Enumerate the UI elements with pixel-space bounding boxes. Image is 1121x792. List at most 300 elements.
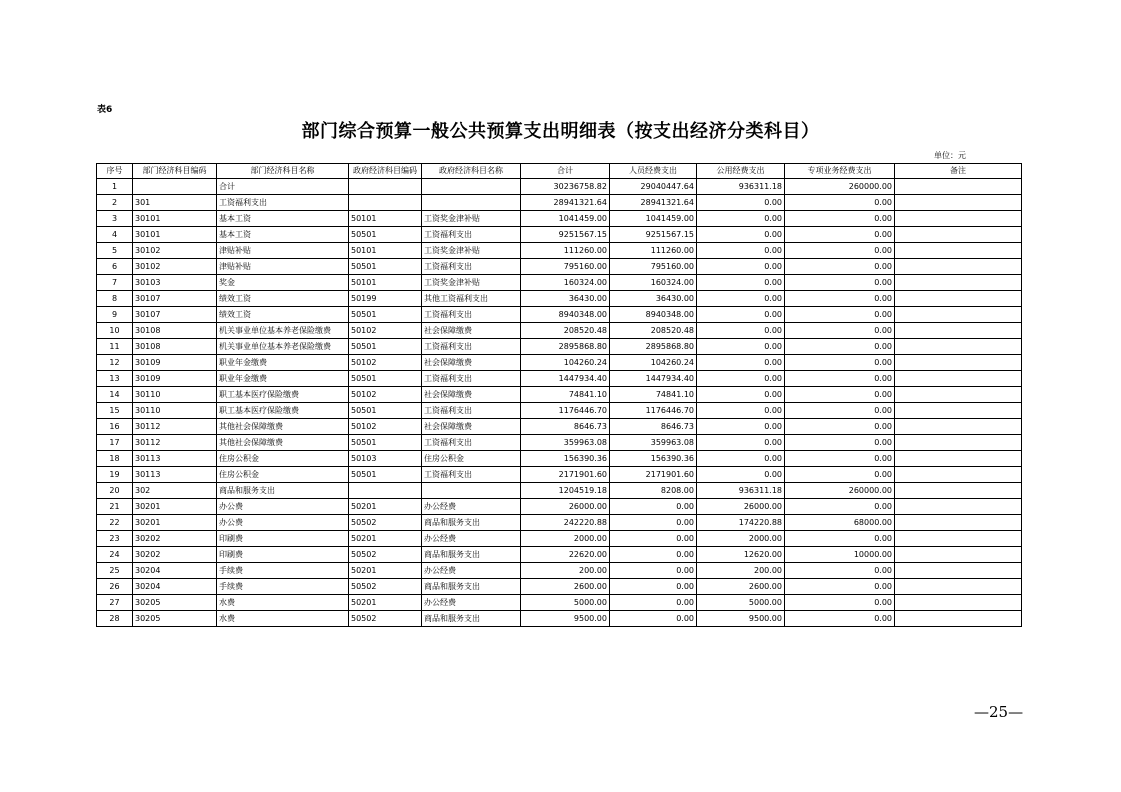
cell-gov-name: 其他工资福利支出 — [422, 291, 521, 307]
cell-dept-name: 基本工资 — [217, 227, 349, 243]
cell-gov-name: 办公经费 — [422, 563, 521, 579]
cell-total: 36430.00 — [521, 291, 610, 307]
cell-remark — [895, 275, 1022, 291]
cell-special: 10000.00 — [785, 547, 895, 563]
cell-dept-name: 津贴补贴 — [217, 259, 349, 275]
cell-dept-code: 30108 — [133, 323, 217, 339]
cell-dept-code: 30205 — [133, 595, 217, 611]
cell-dept-code: 302 — [133, 483, 217, 499]
table-row — [97, 483, 1022, 499]
cell-dept-name: 职工基本医疗保险缴费 — [217, 387, 349, 403]
table-row — [97, 531, 1022, 547]
cell-dept-name: 机关事业单位基本养老保险缴费 — [217, 339, 349, 355]
cell-remark — [895, 291, 1022, 307]
cell-gov-name: 办公经费 — [422, 531, 521, 547]
cell-dept-name: 办公费 — [217, 499, 349, 515]
cell-personnel: 359963.08 — [610, 435, 697, 451]
cell-dept-code — [133, 179, 217, 195]
cell-gov-code: 50102 — [349, 419, 422, 435]
cell-dept-name: 手续费 — [217, 563, 349, 579]
cell-public: 174220.88 — [697, 515, 785, 531]
cell-gov-name: 社会保障缴费 — [422, 323, 521, 339]
cell-total: 1041459.00 — [521, 211, 610, 227]
cell-seq: 4 — [97, 227, 133, 243]
cell-remark — [895, 243, 1022, 259]
cell-public: 0.00 — [697, 467, 785, 483]
table-row — [97, 419, 1022, 435]
cell-gov-code: 50102 — [349, 355, 422, 371]
table-row — [97, 275, 1022, 291]
cell-total: 242220.88 — [521, 515, 610, 531]
cell-gov-name: 商品和服务支出 — [422, 611, 521, 627]
cell-total: 2600.00 — [521, 579, 610, 595]
cell-dept-name: 合计 — [217, 179, 349, 195]
cell-seq: 23 — [97, 531, 133, 547]
cell-special: 0.00 — [785, 563, 895, 579]
cell-remark — [895, 355, 1022, 371]
cell-gov-name — [422, 179, 521, 195]
cell-seq: 1 — [97, 179, 133, 195]
cell-special: 0.00 — [785, 243, 895, 259]
cell-dept-code: 30110 — [133, 387, 217, 403]
table-row — [97, 291, 1022, 307]
cell-seq: 25 — [97, 563, 133, 579]
cell-total: 795160.00 — [521, 259, 610, 275]
cell-special: 0.00 — [785, 403, 895, 419]
cell-special: 260000.00 — [785, 179, 895, 195]
cell-special: 0.00 — [785, 211, 895, 227]
cell-gov-code: 50101 — [349, 275, 422, 291]
cell-dept-code: 30102 — [133, 259, 217, 275]
cell-gov-name: 商品和服务支出 — [422, 547, 521, 563]
cell-dept-name: 其他社会保障缴费 — [217, 419, 349, 435]
cell-special: 0.00 — [785, 611, 895, 627]
cell-personnel: 0.00 — [610, 579, 697, 595]
cell-special: 0.00 — [785, 259, 895, 275]
cell-total: 74841.10 — [521, 387, 610, 403]
cell-dept-name: 职工基本医疗保险缴费 — [217, 403, 349, 419]
cell-public: 0.00 — [697, 435, 785, 451]
table-row — [97, 179, 1022, 195]
cell-remark — [895, 531, 1022, 547]
cell-dept-code: 301 — [133, 195, 217, 211]
cell-personnel: 104260.24 — [610, 355, 697, 371]
cell-remark — [895, 451, 1022, 467]
cell-personnel: 28941321.64 — [610, 195, 697, 211]
cell-dept-code: 30101 — [133, 227, 217, 243]
cell-dept-name: 住房公积金 — [217, 451, 349, 467]
cell-dept-name: 津贴补贴 — [217, 243, 349, 259]
cell-public: 0.00 — [697, 227, 785, 243]
cell-seq: 11 — [97, 339, 133, 355]
cell-total: 30236758.82 — [521, 179, 610, 195]
cell-total: 1447934.40 — [521, 371, 610, 387]
cell-public: 0.00 — [697, 387, 785, 403]
cell-gov-name: 商品和服务支出 — [422, 515, 521, 531]
cell-remark — [895, 387, 1022, 403]
cell-seq: 22 — [97, 515, 133, 531]
cell-remark — [895, 595, 1022, 611]
cell-total: 160324.00 — [521, 275, 610, 291]
cell-dept-name: 职业年金缴费 — [217, 371, 349, 387]
cell-gov-code — [349, 179, 422, 195]
cell-personnel: 2171901.60 — [610, 467, 697, 483]
table-row — [97, 355, 1022, 371]
cell-personnel: 795160.00 — [610, 259, 697, 275]
cell-gov-name: 工资福利支出 — [422, 371, 521, 387]
cell-seq: 27 — [97, 595, 133, 611]
cell-special: 0.00 — [785, 467, 895, 483]
cell-gov-name: 社会保障缴费 — [422, 355, 521, 371]
cell-total: 359963.08 — [521, 435, 610, 451]
cell-public: 0.00 — [697, 451, 785, 467]
cell-dept-name: 办公费 — [217, 515, 349, 531]
cell-dept-name: 住房公积金 — [217, 467, 349, 483]
cell-remark — [895, 195, 1022, 211]
cell-dept-name: 水费 — [217, 595, 349, 611]
cell-public: 936311.18 — [697, 179, 785, 195]
cell-special: 0.00 — [785, 355, 895, 371]
cell-public: 26000.00 — [697, 499, 785, 515]
cell-gov-name: 工资福利支出 — [422, 435, 521, 451]
cell-special: 0.00 — [785, 291, 895, 307]
cell-personnel: 0.00 — [610, 531, 697, 547]
cell-personnel: 2895868.80 — [610, 339, 697, 355]
cell-gov-name: 工资奖金津补贴 — [422, 211, 521, 227]
cell-total: 26000.00 — [521, 499, 610, 515]
cell-gov-name — [422, 195, 521, 211]
cell-gov-code: 50502 — [349, 547, 422, 563]
cell-seq: 12 — [97, 355, 133, 371]
cell-seq: 17 — [97, 435, 133, 451]
table-row — [97, 563, 1022, 579]
cell-remark — [895, 323, 1022, 339]
cell-gov-name: 住房公积金 — [422, 451, 521, 467]
cell-personnel: 0.00 — [610, 515, 697, 531]
cell-seq: 19 — [97, 467, 133, 483]
table-number-label: 表6 — [97, 105, 113, 115]
cell-gov-name: 社会保障缴费 — [422, 419, 521, 435]
cell-total: 104260.24 — [521, 355, 610, 371]
table-row — [97, 371, 1022, 387]
cell-personnel: 156390.36 — [610, 451, 697, 467]
cell-personnel: 0.00 — [610, 547, 697, 563]
cell-total: 2171901.60 — [521, 467, 610, 483]
cell-special: 0.00 — [785, 499, 895, 515]
table-row — [97, 387, 1022, 403]
cell-total: 8940348.00 — [521, 307, 610, 323]
table-row — [97, 515, 1022, 531]
cell-seq: 20 — [97, 483, 133, 499]
cell-special: 0.00 — [785, 227, 895, 243]
cell-dept-code: 30202 — [133, 531, 217, 547]
cell-gov-code: 50102 — [349, 323, 422, 339]
cell-dept-code: 30109 — [133, 355, 217, 371]
table-row — [97, 435, 1022, 451]
cell-total: 200.00 — [521, 563, 610, 579]
cell-gov-name: 办公经费 — [422, 499, 521, 515]
cell-dept-code: 30204 — [133, 563, 217, 579]
table-row — [97, 467, 1022, 483]
cell-public: 0.00 — [697, 339, 785, 355]
cell-gov-code: 50501 — [349, 307, 422, 323]
table-row — [97, 611, 1022, 627]
cell-personnel: 8208.00 — [610, 483, 697, 499]
cell-public: 200.00 — [697, 563, 785, 579]
cell-public: 0.00 — [697, 355, 785, 371]
cell-dept-name: 印刷费 — [217, 531, 349, 547]
cell-public: 2000.00 — [697, 531, 785, 547]
cell-seq: 18 — [97, 451, 133, 467]
cell-dept-code: 30103 — [133, 275, 217, 291]
cell-public: 0.00 — [697, 211, 785, 227]
cell-dept-name: 奖金 — [217, 275, 349, 291]
page-title: 部门综合预算一般公共预算支出明细表（按支出经济分类科目） — [301, 121, 820, 142]
cell-gov-code: 50502 — [349, 611, 422, 627]
cell-special: 0.00 — [785, 339, 895, 355]
cell-dept-name: 印刷费 — [217, 547, 349, 563]
cell-personnel: 1041459.00 — [610, 211, 697, 227]
cell-public: 936311.18 — [697, 483, 785, 499]
cell-special: 0.00 — [785, 531, 895, 547]
cell-seq: 14 — [97, 387, 133, 403]
cell-seq: 24 — [97, 547, 133, 563]
cell-special: 0.00 — [785, 435, 895, 451]
cell-gov-name: 工资奖金津补贴 — [422, 275, 521, 291]
cell-remark — [895, 211, 1022, 227]
cell-remark — [895, 563, 1022, 579]
cell-dept-code: 30204 — [133, 579, 217, 595]
cell-gov-code: 50501 — [349, 371, 422, 387]
cell-personnel: 0.00 — [610, 595, 697, 611]
table-row — [97, 259, 1022, 275]
cell-dept-code: 30201 — [133, 499, 217, 515]
cell-dept-code: 30109 — [133, 371, 217, 387]
cell-special: 0.00 — [785, 387, 895, 403]
cell-personnel: 160324.00 — [610, 275, 697, 291]
table-row — [97, 323, 1022, 339]
cell-total: 1204519.18 — [521, 483, 610, 499]
cell-seq: 9 — [97, 307, 133, 323]
table-header-row — [97, 164, 1022, 179]
table-row — [97, 211, 1022, 227]
cell-dept-code: 30102 — [133, 243, 217, 259]
cell-total: 5000.00 — [521, 595, 610, 611]
table-row — [97, 307, 1022, 323]
cell-gov-name — [422, 483, 521, 499]
cell-personnel: 208520.48 — [610, 323, 697, 339]
table-row — [97, 403, 1022, 419]
cell-public: 0.00 — [697, 291, 785, 307]
cell-dept-code: 30202 — [133, 547, 217, 563]
cell-gov-code — [349, 483, 422, 499]
cell-seq: 6 — [97, 259, 133, 275]
column-header-dept-code: 部门经济科目编码 — [133, 164, 217, 179]
cell-personnel: 8646.73 — [610, 419, 697, 435]
cell-seq: 13 — [97, 371, 133, 387]
column-header-dept-name: 部门经济科目名称 — [217, 164, 349, 179]
cell-total: 111260.00 — [521, 243, 610, 259]
cell-gov-code: 50201 — [349, 499, 422, 515]
column-header-public: 公用经费支出 — [697, 164, 785, 179]
cell-gov-name: 工资福利支出 — [422, 259, 521, 275]
cell-gov-code: 50501 — [349, 403, 422, 419]
table-row — [97, 451, 1022, 467]
cell-special: 68000.00 — [785, 515, 895, 531]
cell-seq: 28 — [97, 611, 133, 627]
cell-seq: 26 — [97, 579, 133, 595]
cell-gov-code: 50201 — [349, 531, 422, 547]
cell-gov-code: 50501 — [349, 227, 422, 243]
cell-remark — [895, 259, 1022, 275]
cell-public: 0.00 — [697, 307, 785, 323]
cell-total: 9251567.15 — [521, 227, 610, 243]
table-row — [97, 499, 1022, 515]
cell-personnel: 8940348.00 — [610, 307, 697, 323]
cell-public: 0.00 — [697, 243, 785, 259]
page-number: —25— — [974, 703, 1024, 721]
cell-personnel: 0.00 — [610, 563, 697, 579]
cell-seq: 15 — [97, 403, 133, 419]
cell-special: 260000.00 — [785, 483, 895, 499]
cell-dept-code: 30108 — [133, 339, 217, 355]
cell-gov-code: 50199 — [349, 291, 422, 307]
cell-dept-code: 30205 — [133, 611, 217, 627]
cell-remark — [895, 611, 1022, 627]
cell-dept-code: 30112 — [133, 435, 217, 451]
cell-gov-name: 工资福利支出 — [422, 307, 521, 323]
cell-dept-code: 30110 — [133, 403, 217, 419]
cell-gov-name: 工资福利支出 — [422, 227, 521, 243]
cell-gov-code — [349, 195, 422, 211]
cell-public: 2600.00 — [697, 579, 785, 595]
cell-remark — [895, 579, 1022, 595]
budget-table — [96, 163, 1022, 627]
table-body — [97, 179, 1022, 627]
cell-dept-name: 基本工资 — [217, 211, 349, 227]
cell-dept-name: 绩效工资 — [217, 307, 349, 323]
cell-public: 0.00 — [697, 275, 785, 291]
cell-dept-name: 水费 — [217, 611, 349, 627]
table-row — [97, 243, 1022, 259]
cell-dept-name: 机关事业单位基本养老保险缴费 — [217, 323, 349, 339]
cell-public: 0.00 — [697, 403, 785, 419]
cell-gov-code: 50101 — [349, 211, 422, 227]
cell-gov-code: 50102 — [349, 387, 422, 403]
column-header-seq: 序号 — [97, 164, 133, 179]
cell-remark — [895, 179, 1022, 195]
cell-personnel: 36430.00 — [610, 291, 697, 307]
cell-dept-name: 其他社会保障缴费 — [217, 435, 349, 451]
cell-remark — [895, 515, 1022, 531]
cell-gov-name: 商品和服务支出 — [422, 579, 521, 595]
table-row — [97, 595, 1022, 611]
cell-personnel: 1176446.70 — [610, 403, 697, 419]
cell-gov-code: 50501 — [349, 339, 422, 355]
cell-seq: 3 — [97, 211, 133, 227]
cell-public: 0.00 — [697, 195, 785, 211]
cell-remark — [895, 435, 1022, 451]
cell-dept-code: 30112 — [133, 419, 217, 435]
cell-dept-code: 30107 — [133, 307, 217, 323]
unit-label: 单位：元 — [934, 151, 966, 160]
cell-remark — [895, 371, 1022, 387]
cell-total: 8646.73 — [521, 419, 610, 435]
cell-public: 5000.00 — [697, 595, 785, 611]
column-header-remark: 备注 — [895, 164, 1022, 179]
cell-gov-name: 办公经费 — [422, 595, 521, 611]
column-header-total: 合计 — [521, 164, 610, 179]
cell-public: 0.00 — [697, 419, 785, 435]
cell-public: 9500.00 — [697, 611, 785, 627]
cell-seq: 7 — [97, 275, 133, 291]
cell-remark — [895, 499, 1022, 515]
cell-seq: 10 — [97, 323, 133, 339]
cell-total: 208520.48 — [521, 323, 610, 339]
cell-dept-name: 手续费 — [217, 579, 349, 595]
cell-gov-code: 50501 — [349, 467, 422, 483]
cell-gov-code: 50101 — [349, 243, 422, 259]
cell-special: 0.00 — [785, 323, 895, 339]
column-header-special: 专项业务经费支出 — [785, 164, 895, 179]
cell-remark — [895, 467, 1022, 483]
cell-remark — [895, 307, 1022, 323]
cell-remark — [895, 483, 1022, 499]
cell-dept-code: 30113 — [133, 451, 217, 467]
cell-seq: 21 — [97, 499, 133, 515]
cell-seq: 8 — [97, 291, 133, 307]
cell-remark — [895, 339, 1022, 355]
cell-personnel: 9251567.15 — [610, 227, 697, 243]
table-row — [97, 579, 1022, 595]
cell-personnel: 1447934.40 — [610, 371, 697, 387]
cell-gov-code: 50502 — [349, 515, 422, 531]
cell-gov-code: 50103 — [349, 451, 422, 467]
cell-special: 0.00 — [785, 579, 895, 595]
cell-public: 12620.00 — [697, 547, 785, 563]
cell-public: 0.00 — [697, 371, 785, 387]
cell-dept-name: 职业年金缴费 — [217, 355, 349, 371]
cell-gov-name: 工资福利支出 — [422, 467, 521, 483]
table-row — [97, 547, 1022, 563]
cell-dept-code: 30113 — [133, 467, 217, 483]
cell-seq: 2 — [97, 195, 133, 211]
cell-special: 0.00 — [785, 307, 895, 323]
cell-public: 0.00 — [697, 323, 785, 339]
cell-personnel: 0.00 — [610, 499, 697, 515]
cell-seq: 5 — [97, 243, 133, 259]
cell-total: 2895868.80 — [521, 339, 610, 355]
cell-gov-code: 50201 — [349, 595, 422, 611]
cell-total: 28941321.64 — [521, 195, 610, 211]
cell-remark — [895, 227, 1022, 243]
table-row — [97, 195, 1022, 211]
cell-dept-name: 绩效工资 — [217, 291, 349, 307]
cell-total: 2000.00 — [521, 531, 610, 547]
cell-special: 0.00 — [785, 451, 895, 467]
cell-personnel: 74841.10 — [610, 387, 697, 403]
cell-total: 22620.00 — [521, 547, 610, 563]
cell-personnel: 29040447.64 — [610, 179, 697, 195]
column-header-gov-name: 政府经济科目名称 — [422, 164, 521, 179]
cell-special: 0.00 — [785, 419, 895, 435]
cell-gov-name: 工资奖金津补贴 — [422, 243, 521, 259]
cell-gov-name: 工资福利支出 — [422, 339, 521, 355]
cell-public: 0.00 — [697, 259, 785, 275]
table-row — [97, 339, 1022, 355]
table-row — [97, 227, 1022, 243]
column-header-gov-code: 政府经济科目编码 — [349, 164, 422, 179]
